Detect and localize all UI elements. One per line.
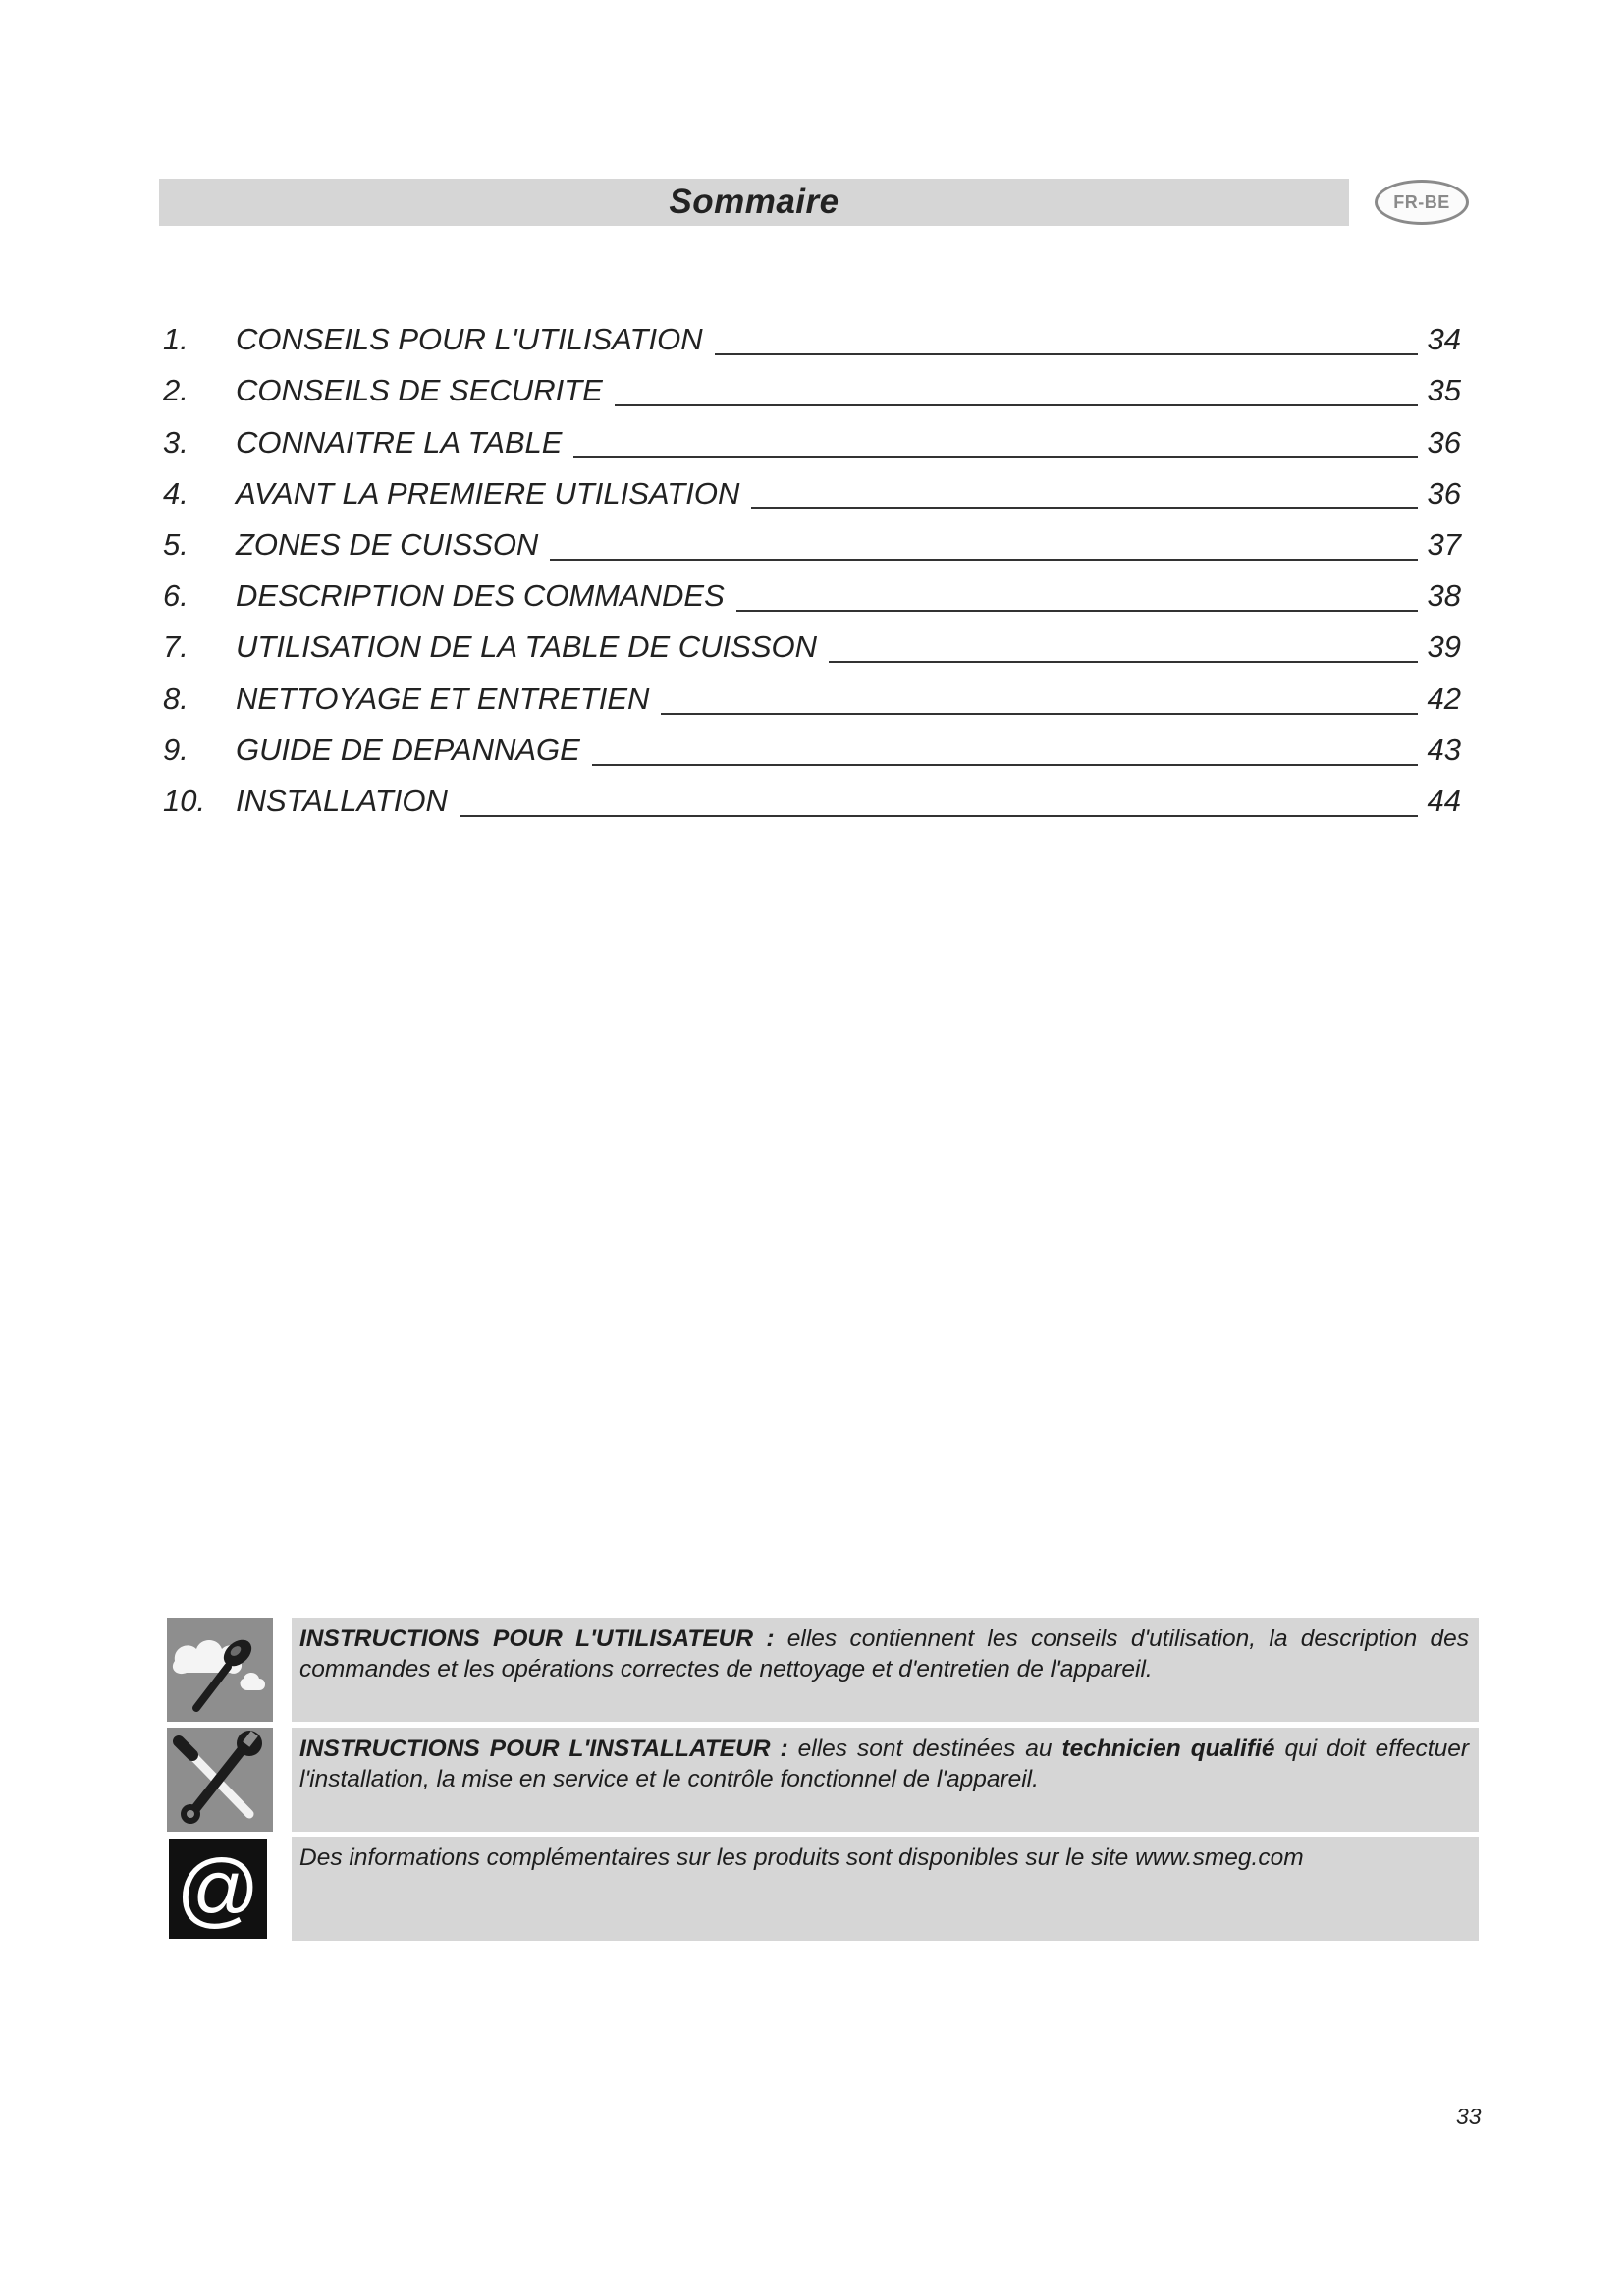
toc-entry-title: CONSEILS DE SECURITE <box>236 373 603 408</box>
toc-entry-number: 10. <box>163 782 206 818</box>
toc-entry-number: 6. <box>163 578 189 614</box>
toc-entry-number: 4. <box>163 475 189 510</box>
info-installer-body-start: elles sont destinées au <box>787 1735 1062 1762</box>
language-badge-label: FR-BE <box>1393 191 1450 212</box>
info-user-text <box>292 1618 1479 1722</box>
toc-entry-page: 34 <box>1427 322 1461 357</box>
toc-entry-page: 38 <box>1427 578 1461 614</box>
toc-entry-page: 37 <box>1427 526 1461 561</box>
toc-entry-page: 39 <box>1427 629 1461 665</box>
toc-entry[interactable] <box>163 722 1461 774</box>
toc-entry[interactable] <box>163 568 1461 619</box>
page-title: Sommaire <box>669 183 839 221</box>
toc-entry-number: 5. <box>163 526 189 561</box>
toc-entry-title: GUIDE DE DEPANNAGE <box>236 731 580 767</box>
toc-entry-title: NETTOYAGE ET ENTRETIEN <box>236 680 650 716</box>
toc-leader-line <box>550 559 1418 561</box>
toc-entry-page: 43 <box>1427 731 1461 767</box>
toc-leader-line <box>615 404 1418 406</box>
toc-leader-line <box>573 456 1418 458</box>
info-user-lead: INSTRUCTIONS POUR L'UTILISATEUR : <box>299 1626 775 1652</box>
toc-entry[interactable] <box>163 517 1461 568</box>
info-website <box>167 1837 1479 1941</box>
toc-leader-line <box>736 610 1418 612</box>
toc-entry-page: 44 <box>1427 782 1461 818</box>
toc-entry-title: AVANT LA PREMIERE UTILISATION <box>236 475 740 510</box>
toc-entry-number: 8. <box>163 680 189 716</box>
language-badge <box>1375 180 1469 225</box>
toc-leader-line <box>751 507 1418 509</box>
toc-entry-number: 1. <box>163 322 189 357</box>
title-bar <box>159 179 1349 226</box>
toc-entry-page: 36 <box>1427 475 1461 510</box>
toc-entry-page: 35 <box>1427 373 1461 408</box>
info-user-body: elles contiennent les conseils d'utilisation, la description des commandes et les opérations correctes de nettoyage et d'entretien de l'appareil. <box>299 1626 1469 1682</box>
toc-leader-line <box>715 353 1418 355</box>
toc-entry-number: 9. <box>163 731 189 767</box>
info-installer-instructions <box>167 1728 1479 1832</box>
info-user-instructions <box>167 1618 1479 1722</box>
toc-entry-title: CONSEILS POUR L'UTILISATION <box>236 322 703 357</box>
svg-text:@: @ <box>176 1842 260 1935</box>
toc-entry-number: 7. <box>163 629 189 665</box>
toc-entry[interactable] <box>163 312 1461 363</box>
info-installer-body-end: qui doit effectuer l'installation, la mise en service et le contrôle fonctionnel de l'appareil. <box>299 1735 1469 1792</box>
toc-entry-title: ZONES DE CUISSON <box>236 526 539 561</box>
toc-entry[interactable] <box>163 414 1461 465</box>
info-installer-lead: INSTRUCTIONS POUR L'INSTALLATEUR : <box>299 1735 788 1762</box>
chef-spoon-icon <box>167 1618 273 1722</box>
toc-entry-page: 36 <box>1427 424 1461 459</box>
info-installer-emphasis: technicien qualifié <box>1061 1735 1275 1762</box>
toc-entry-title: DESCRIPTION DES COMMANDES <box>236 578 725 614</box>
info-website-body: Des informations complémentaires sur les produits sont disponibles sur le site www.smeg.com <box>299 1844 1304 1871</box>
toc-entry[interactable] <box>163 670 1461 721</box>
toc-leader-line <box>829 661 1418 663</box>
toc-entry-number: 3. <box>163 424 189 459</box>
toc-entry[interactable] <box>163 466 1461 517</box>
tools-icon <box>167 1728 273 1832</box>
toc-entry-title: UTILISATION DE LA TABLE DE CUISSON <box>236 629 817 665</box>
toc-entry[interactable] <box>163 363 1461 414</box>
toc-entry-title: CONNAITRE LA TABLE <box>236 424 563 459</box>
toc-entry-title: INSTALLATION <box>236 782 448 818</box>
toc-entry-page: 42 <box>1427 680 1461 716</box>
info-website-text <box>292 1837 1479 1941</box>
toc-entry[interactable] <box>163 774 1461 825</box>
page-number: 33 <box>1456 2104 1482 2129</box>
table-of-contents <box>163 312 1461 825</box>
info-installer-text <box>292 1728 1479 1832</box>
toc-leader-line <box>661 713 1418 715</box>
at-sign-icon <box>167 1837 273 1941</box>
toc-leader-line <box>460 815 1418 817</box>
toc-entry[interactable] <box>163 619 1461 670</box>
toc-entry-number: 2. <box>163 373 189 408</box>
toc-leader-line <box>592 764 1418 766</box>
